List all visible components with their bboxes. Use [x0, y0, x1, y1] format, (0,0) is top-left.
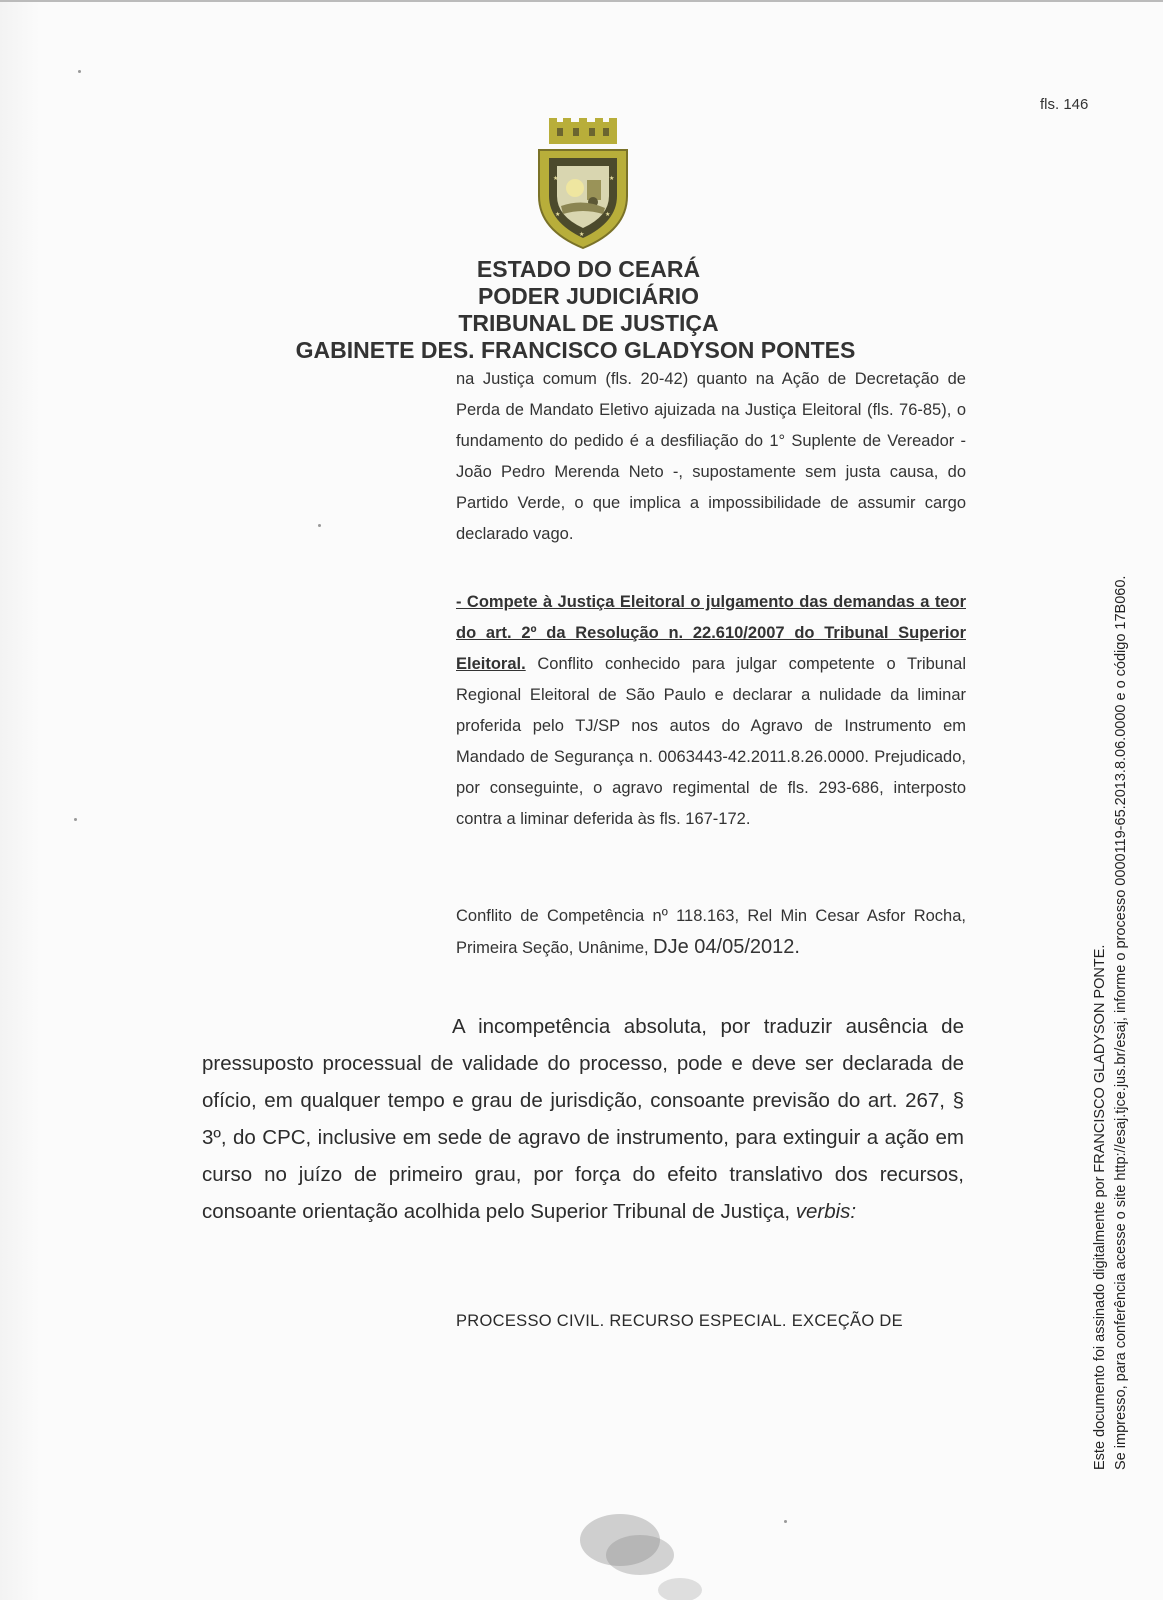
paper-speck — [784, 1520, 787, 1523]
top-border — [0, 0, 1163, 2]
coat-of-arms-icon — [531, 118, 635, 254]
citation-date: DJe 04/05/2012. — [653, 936, 800, 958]
header-power: PODER JUDICIÁRIO — [477, 283, 700, 309]
header-office: GABINETE DES. FRANCISCO GLADYSON PONTES — [295, 337, 856, 363]
ink-stamp-smudge — [570, 1500, 720, 1600]
svg-text:★: ★ — [609, 175, 615, 182]
quote-paragraph-4: PROCESSO CIVIL. RECURSO ESPECIAL. EXCEÇÃO DE — [456, 1312, 903, 1330]
svg-text:★: ★ — [579, 231, 585, 238]
paper-speck — [74, 818, 77, 821]
digital-signature-notice — [1090, 470, 1132, 1470]
quote-underlined-heading: - Compete à Justiça Eleitoral o julgamento das demandas a teor do art. 2º da Resolução n. 22.610/2007 do Tribunal Superior Eleitoral. — [456, 593, 966, 673]
main-paragraph-text: A incompetência absoluta, por traduzir ausência de pressuposto processual de validade do processo, pode e deve ser declarada de ofício, em qualquer tempo e grau de jurisdição, consoante previsão do art. 267, § 3º, do CPC, inclusive em sede de agravo de instrumento, para extinguir a ação em curso no juízo de primeiro grau, por força do efeito translativo dos recursos, consoante orientação acolhida pelo Superior Tribunal de Justiça, — [202, 1015, 964, 1223]
quote-body: Conflito conhecido para julgar competente o Tribunal Regional Eleitoral de São Paulo e declarar a nulidade da liminar proferida pelo TJ/SP nos autos do Agravo de Instrumento em Mandado de Segurança n. 0063443-42.2011.8.26.0000. Prejudicado, por conseguinte, o agravo regimental de fls. 293-686, interposto contra a liminar deferida às fls. 167-172. — [456, 655, 966, 828]
signature-line-1: Este documento foi assinado digitalmente por FRANCISCO GLADYSON PONTE. — [1092, 944, 1108, 1470]
svg-text:★: ★ — [605, 211, 611, 218]
svg-text:★: ★ — [555, 211, 561, 218]
page-edge — [0, 0, 40, 1600]
main-paragraph — [202, 1008, 964, 1230]
verbis-text: verbis: — [795, 1200, 857, 1223]
document-header — [0, 256, 1163, 364]
main-paragraph-indent — [202, 1015, 452, 1038]
page-number: fls. 146 — [1040, 96, 1089, 113]
quote-paragraph-1: na Justiça comum (fls. 20-42) quanto na Ação de Decretação de Perda de Mandato Eletivo ajuizada na Justiça Eleitoral (fls. 76-85), o fundamento do pedido é a desfiliação do 1° Suplente de Vereador - João Pedro Merenda Neto -, supostamente sem justa causa, do Partido Verde, o que implica a impossibilidade de assumir cargo declarado vago. — [456, 370, 966, 543]
header-court: TRIBUNAL DE JUSTIÇA — [458, 310, 719, 336]
svg-text:★: ★ — [553, 175, 559, 182]
paper-speck — [318, 524, 321, 527]
signature-line-2: Se impresso, para conferência acesse o site http://esaj.tjce.jus.br/esaj, informe o processo 0000119-65.2013.8.06.0000 e o código 17B060. — [1113, 575, 1129, 1470]
citation-text: Conflito de Competência nº 118.163, Rel Min Cesar Asfor Rocha, Primeira Seção, Unânime, — [456, 907, 966, 957]
quote-paragraph-2 — [456, 587, 966, 835]
quote-citation — [456, 901, 966, 964]
header-state: ESTADO DO CEARÁ — [476, 256, 701, 282]
paper-speck — [78, 70, 81, 73]
